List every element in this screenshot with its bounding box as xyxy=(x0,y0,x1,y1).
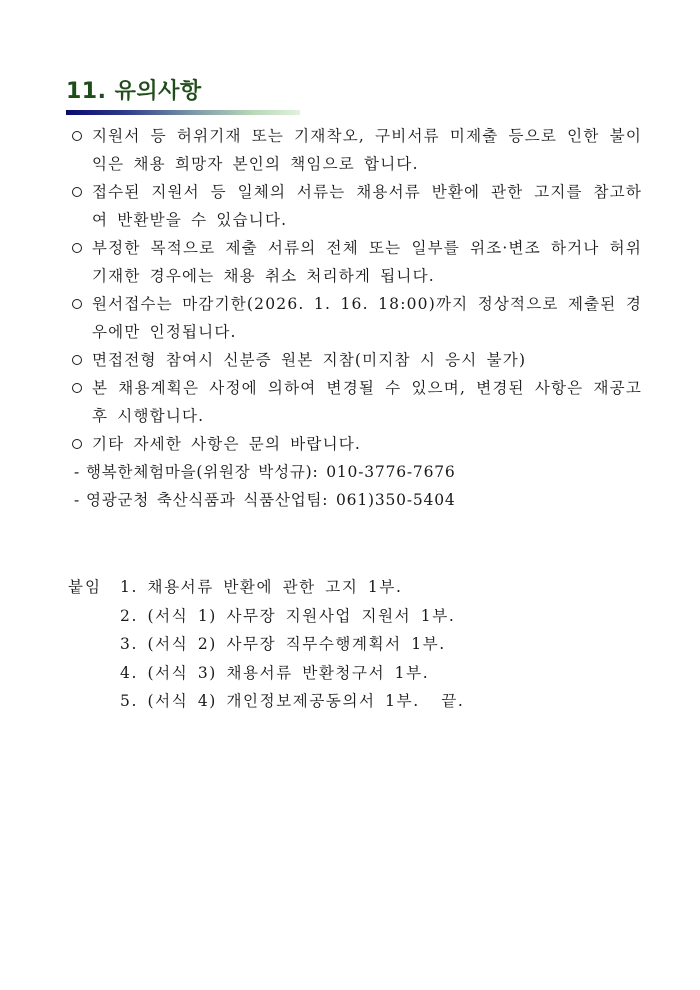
note-item xyxy=(72,178,642,234)
note-text: 기타 자세한 사항은 문의 바랍니다. xyxy=(92,435,362,453)
contact-item xyxy=(72,458,642,486)
note-text: 접수된 지원서 등 일체의 서류는 채용서류 반환에 관한 고지를 참고하여 반환받을 수 있습니다. xyxy=(92,183,642,229)
title-underline-gradient xyxy=(66,110,300,115)
section-title: 11. 유의사항 xyxy=(66,79,202,104)
note-item xyxy=(72,374,642,430)
note-item xyxy=(72,234,642,290)
attachment-item xyxy=(120,659,620,688)
attachments-label: 붙임 xyxy=(68,578,102,596)
circle-bullet-icon xyxy=(72,439,82,449)
attachment-item xyxy=(120,687,620,716)
note-item xyxy=(72,122,642,178)
attachment-text: 2. (서식 1) 사무장 지원사업 지원서 1부. xyxy=(120,606,456,625)
note-text: 면접전형 참여시 신분증 원본 지참(미지참 시 응시 불가) xyxy=(92,351,527,369)
contact-text: 영광군청 축산식품과 식품산업팀: 061)350-5404 xyxy=(86,491,456,509)
attachment-item xyxy=(120,602,620,631)
contact-text: 행복한체험마을(위원장 박성규): 010-3776-7676 xyxy=(86,463,456,481)
attachment-item xyxy=(120,630,620,659)
circle-bullet-icon xyxy=(72,131,82,141)
attachment-item xyxy=(120,573,620,602)
dash-bullet: - xyxy=(74,463,81,481)
circle-bullet-icon xyxy=(72,243,82,253)
attachment-text: 5. (서식 4) 개인정보제공동의서 1부. xyxy=(120,692,420,710)
circle-bullet-icon xyxy=(72,383,82,393)
attachments-list xyxy=(120,573,620,716)
note-item xyxy=(72,346,642,374)
dash-bullet: - xyxy=(74,491,81,509)
note-text: 원서접수는 마감기한(2026. 1. 16. 18:00)까지 정상적으로 제출된 경우에만 인정됩니다. xyxy=(92,295,642,341)
circle-bullet-icon xyxy=(72,299,82,309)
note-item xyxy=(72,290,642,346)
note-text: 부정한 목적으로 제출 서류의 전체 또는 일부를 위조·변조 하거나 허위기재한 경우에는 채용 취소 처리하게 됩니다. xyxy=(92,239,642,285)
attachment-text: 1. 채용서류 반환에 관한 고지 1부. xyxy=(120,578,403,596)
notes-list xyxy=(72,122,642,514)
contact-item xyxy=(72,486,642,514)
circle-bullet-icon xyxy=(72,187,82,197)
note-text: 본 채용계획은 사정에 의하여 변경될 수 있으며, 변경된 사항은 재공고 후 시행합니다. xyxy=(92,379,642,425)
attachment-text: 3. (서식 2) 사무장 직무수행계획서 1부. xyxy=(120,635,446,653)
attachment-text: 4. (서식 3) 채용서류 반환청구서 1부. xyxy=(120,663,430,682)
note-item xyxy=(72,430,642,458)
note-text: 지원서 등 허위기재 또는 기재착오, 구비서류 미제출 등으로 인한 불이익은 채용 희망자 본인의 책임으로 합니다. xyxy=(92,127,642,173)
circle-bullet-icon xyxy=(72,355,82,365)
end-mark: 끝. xyxy=(441,692,465,710)
